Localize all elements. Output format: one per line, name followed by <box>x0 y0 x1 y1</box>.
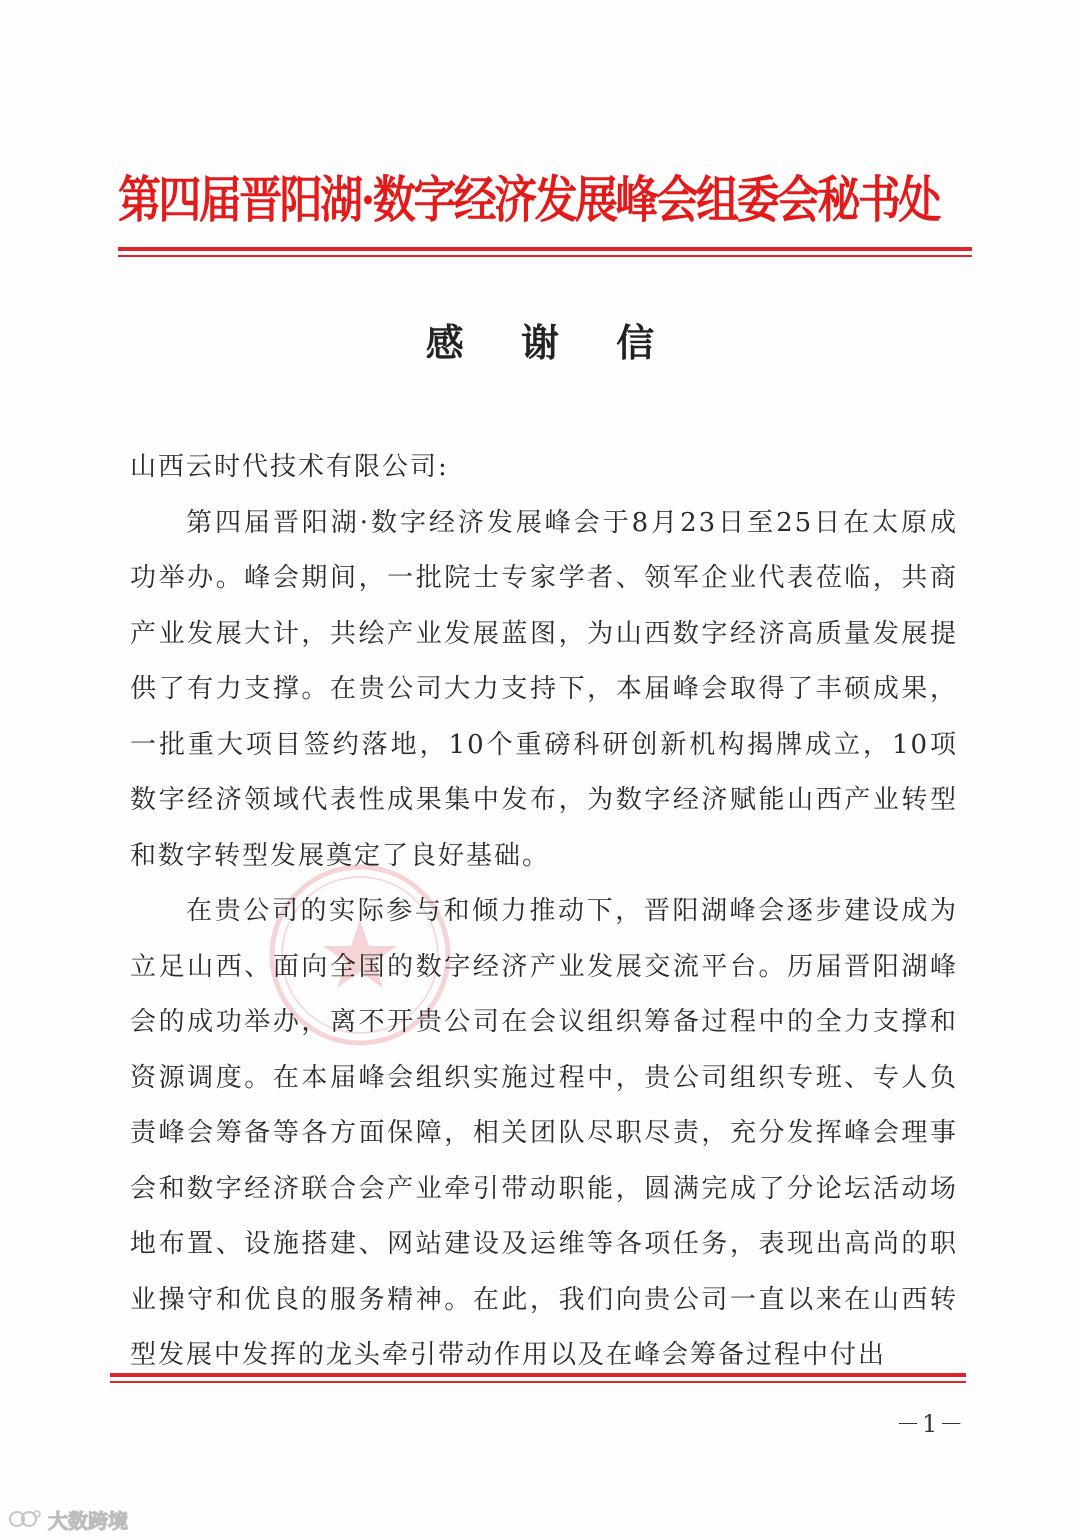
watermark-text: 大数跨境 <box>48 1508 128 1533</box>
footer-divider-thin <box>110 1381 966 1383</box>
header-divider-thick <box>118 247 972 251</box>
letter-body <box>130 440 958 1384</box>
letter-paragraph: 第四届晋阳湖·数字经济发展峰会于8月23日至25日在太原成功举办。峰会期间，一批院士专家学者、领军企业代表莅临，共商产业发展大计，共绘产业发展蓝图，为山西数字经济高质量发展提供了有力支撑。在贵公司大力支持下，本届峰会取得了丰硕成果，一批重大项目签约落地，10个重磅科研创新机构揭牌成立，10项数字经济领域代表性成果集中发布，为数字经济赋能山西产业转型和数字转型发展奠定了良好基础。 <box>130 507 958 871</box>
header-divider <box>118 247 972 259</box>
watermark <box>8 1506 128 1532</box>
watermark-logo-icon <box>8 1508 42 1530</box>
page-number: －1－ <box>896 1410 966 1438</box>
letter-salutation: 山西云时代技术有限公司: <box>130 452 449 482</box>
header-divider-thin <box>118 255 972 257</box>
letter-title: 感 谢 信 <box>425 320 677 365</box>
header-organization-title: 第四届晋阳湖·数字经济发展峰会组委会秘书处 <box>118 170 939 229</box>
letter-paragraph: 在贵公司的实际参与和倾力推动下，晋阳湖峰会逐步建设成为立足山西、面向全国的数字经济产业发展交流平台。历届晋阳湖峰会的成功举办，离不开贵公司在会议组织筹备过程中的全力支撑和资源调度。在本届峰会组织实施过程中，贵公司组织专班、专人负责峰会筹备等各方面保障，相关团队尽职尽责，充分发挥峰会理事会和数字经济联合会产业牵引带动职能，圆满完成了分论坛活动场地布置、设施搭建、网站建设及运维等各项任务，表现出高尚的职业操守和优良的服务精神。在此，我们向贵公司一直以来在山西转型发展中发挥的龙头牵引带动作用以及在峰会筹备过程中付出 <box>130 896 958 1370</box>
footer-divider <box>110 1373 966 1385</box>
footer-divider-thick <box>110 1373 966 1377</box>
